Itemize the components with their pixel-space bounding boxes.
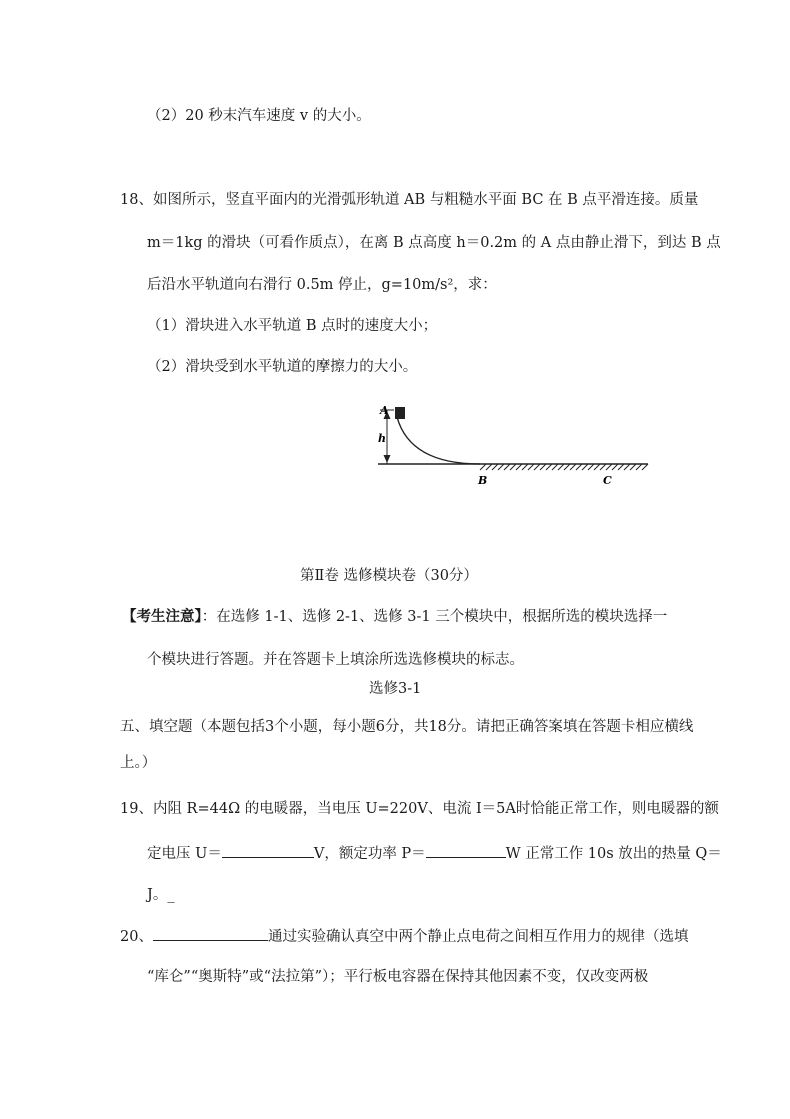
figure-label-a: A	[380, 404, 389, 417]
figure-arrow-down	[384, 455, 391, 463]
q18-part1: （1）滑块进入水平轨道 B 点时的速度大小；	[147, 318, 438, 334]
q20-scientist-blank[interactable]	[153, 926, 268, 941]
figure-arc-track	[397, 417, 480, 464]
q19-power-blank[interactable]	[426, 843, 506, 858]
q18-stem-line1: 18、如图所示，竖直平面内的光滑弧形轨道 AB 与粗糙水平面 BC 在 B 点平滑连接。质量	[120, 192, 699, 208]
figure-label-c: C	[603, 474, 612, 487]
q20-number: 20、	[120, 929, 153, 945]
figure-label-h: h	[378, 432, 386, 445]
q19-heat-label: W 正常工作 10s 放出的热量 Q＝	[505, 846, 722, 862]
q19-rated-voltage-label: 定电压 U＝	[147, 846, 222, 862]
section2-title: 第Ⅱ卷 选修模块卷（30分）	[300, 568, 478, 584]
notice-label: 【考生注意】	[122, 608, 202, 625]
part5-line1: 五、填空题（本题包括3个小题，每小题6分，共18分。请把正确答案填在答题卡相应横线	[120, 719, 694, 735]
q18-figure	[360, 402, 660, 502]
notice-text: ：在选修 1-1、选修 2-1、选修 3-1 三个模块中，根据所选的模块选择一	[201, 609, 668, 625]
q20-line2: “库仑”“奥斯特”或“法拉第”）；平行板电容器在保持其他因素不变，仅改变两极	[147, 969, 649, 985]
q19-line2	[147, 843, 722, 863]
q18-part2: （2）滑块受到水平轨道的摩擦力的大小。	[147, 359, 418, 375]
q19-rated-power-label: V，额定功率 P＝	[313, 846, 426, 862]
q20-line1	[120, 926, 688, 946]
figure-label-b: B	[478, 474, 488, 487]
q18-stem-line2: m＝1kg 的滑块（可看作质点），在离 B 点高度 h＝0.2m 的 A 点由静止滑下，到达 B 点	[147, 235, 721, 251]
section2-notice-line2: 个模块进行答题。并在答题卡上填涂所选选修模块的标志。	[147, 652, 524, 668]
q17-part2: （2）20 秒末汽车速度 v 的大小。	[147, 108, 371, 124]
q18-stem-line3: 后沿水平轨道向右滑行 0.5m 停止，g=10m/s²，求：	[147, 277, 497, 293]
q19-line3: J。_	[147, 887, 175, 903]
section2-notice-line1	[122, 608, 667, 626]
part5-line2: 上。）	[120, 755, 157, 771]
module-title: 选修3-1	[369, 681, 422, 697]
q19-line1: 19、内阻 R=44Ω 的电暖器，当电压 U=220V、电流 I＝5A时恰能正常工作，则电暖器的额	[120, 801, 719, 817]
q20-line1-text: 通过实验确认真空中两个静止点电荷之间相互作用力的规律（选填	[267, 929, 689, 945]
figure-rough-hatching	[480, 464, 648, 470]
q19-voltage-blank[interactable]	[222, 843, 314, 858]
